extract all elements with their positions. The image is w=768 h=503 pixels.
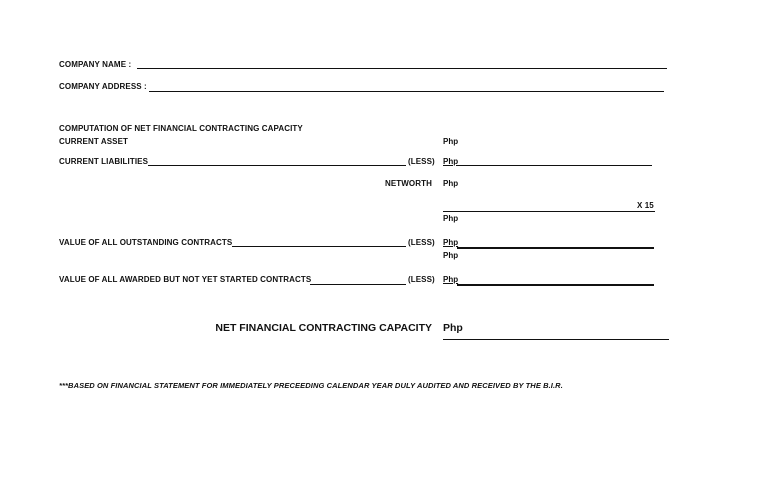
networth-amount-field[interactable] <box>443 211 655 212</box>
computation-title: COMPUTATION OF NET FINANCIAL CONTRACTING CAPACITY <box>59 124 303 133</box>
nfcc-label: NET FINANCIAL CONTRACTING CAPACITY <box>215 322 432 334</box>
outstanding-currency: Php <box>443 238 459 247</box>
awarded-contracts-label: VALUE OF ALL AWARDED BUT NOT YET STARTED CONTRACTS <box>59 275 312 284</box>
networth-label: NETWORTH <box>384 179 432 188</box>
current-liabilities-label: CURRENT LIABILITIES <box>59 157 149 166</box>
company-name-label: COMPANY NAME : <box>59 60 132 69</box>
awarded-contracts-field[interactable] <box>310 284 406 285</box>
networth-currency: Php <box>443 179 459 188</box>
awarded-currency: Php <box>443 275 459 284</box>
current-liabilities-amount-field[interactable] <box>457 165 652 166</box>
outstanding-result-currency: Php <box>443 251 459 260</box>
multiplied-currency: Php <box>443 214 459 223</box>
current-liabilities-less: (LESS) <box>408 157 435 166</box>
nfcc-amount-field[interactable] <box>443 339 669 340</box>
current-asset-currency: Php <box>443 137 459 146</box>
company-name-field[interactable] <box>137 68 667 69</box>
outstanding-less: (LESS) <box>408 238 435 247</box>
current-liabilities-field[interactable] <box>148 165 406 166</box>
awarded-amount-field[interactable] <box>457 284 654 286</box>
awarded-less: (LESS) <box>408 275 435 284</box>
company-address-field[interactable] <box>149 91 664 92</box>
company-address-label: COMPANY ADDRESS : <box>59 82 147 91</box>
footnote: ***BASED ON FINANCIAL STATEMENT FOR IMMEDIATELY PRECEEDING CALENDAR YEAR DULY AUDITED AND RECEIVED BY THE B.I.R. <box>59 381 563 390</box>
current-asset-label: CURRENT ASSET <box>59 137 129 146</box>
outstanding-contracts-label: VALUE OF ALL OUTSTANDING CONTRACTS <box>59 238 233 247</box>
outstanding-amount-field[interactable] <box>457 247 654 249</box>
nfcc-currency: Php <box>443 322 463 334</box>
outstanding-contracts-field[interactable] <box>232 246 406 247</box>
current-liabilities-currency: Php <box>443 157 459 166</box>
multiplier-label: X 15 <box>637 201 654 210</box>
